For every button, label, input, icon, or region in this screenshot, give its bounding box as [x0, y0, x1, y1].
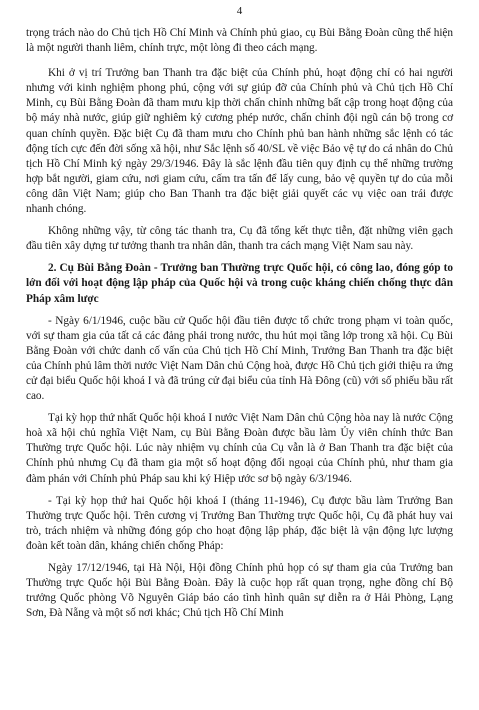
paragraph-election: - Ngày 6/1/1946, cuộc bầu cử Quốc hội đầu tiên được tổ chức trong phạm vi toàn quốc, với sự tham gia của tất cả các đảng phái trong nước, thu hút mọi tầng lớp trong xã hội. Cụ Bùi Bằng Đoàn với chức danh cố vấn của Chủ tịch Hồ Chí Minh, Trưởng Ban Thanh tra đặc biệt của Chính phủ lâm thời nước Việt Nam Dân chủ Cộng hoà, được Hồ Chủ tịch giới thiệu ra ứng cử đại biểu Quốc hội khoá I và đã trúng cử đại biểu của tỉnh Hà Đông (cũ) với số phiếu bầu rất cao. — [26, 314, 453, 403]
page-number: 4 — [236, 5, 243, 17]
paragraph-inspection-role: Khi ở vị trí Trưởng ban Thanh tra đặc biệt của Chính phủ, hoạt động chỉ có hai người nhưng với kinh nghiệm phong phú, cộng với sự giúp đỡ của Chính phủ và Chủ tịch Hồ Chí Minh, cụ Bùi Bằng Đoàn đã tham mưu kịp thời chấn chỉnh những bất cập trong hoạt động của bộ máy nhà nước, giúp giữ nghiêm kỷ cương phép nước, chấn chỉnh đội ngũ cán bộ trong cơ quan chính quyền. Đặc biệt Cụ đã tham mưu cho Chính phủ ban hành những sắc lệnh có tác động tích cực đến đời sống xã hội, như Sắc lệnh số 40/SL về việc Bảo vệ tự do cá nhân do Chủ tịch Hồ Chí Minh ký ngày 29/3/1946. Đây là sắc lệnh đầu tiên quy định cụ thể những trường hợp bắt người, giam cứu, nơi giam cứu, cấm tra tấn để lấy cung, bảo vệ quyền tự do của mỗi công dân Việt Nam; giúp cho Ban Thanh tra đặc biệt giải quyết các vụ việc oan trái được nhanh chóng. — [26, 67, 453, 216]
paragraph-first-session: Tại kỳ họp thứ nhất Quốc hội khoá I nước Việt Nam Dân chủ Cộng hòa nay là nước Cộng hoà xã hội chủ nghĩa Việt Nam, cụ Bùi Bằng Đoàn được bầu làm Ủy viên chính thức Ban Thường trực Quốc hội. Lúc này nhiệm vụ chính của Cụ vẫn là ở Ban Thanh tra đặc biệt của Chính phủ nhưng Cụ đã tham gia một số hoạt động đối ngoại của Chính phủ, như tham gia đàm phán với Chính phủ Pháp sau khi ký Hiệp ước sơ bộ ngày 6/3/1946. — [26, 412, 453, 485]
paragraph-second-session: - Tại kỳ họp thứ hai Quốc hội khoá I (tháng 11-1946), Cụ được bầu làm Trưởng Ban Thường trực Quốc hội. Trên cương vị Trưởng Ban Thường trực Quốc hội, Cụ đã phát huy vai trò, trách nhiệm và những đóng góp cho hoạt động lập pháp, đặc biệt là vận động lực lượng đoàn kết toàn dân, kháng chiến chống Pháp: — [26, 494, 453, 552]
paragraph-inspection-legacy: Không những vậy, từ công tác thanh tra, Cụ đã tổng kết thực tiễn, đặt những viên gạch đầu tiên xây dựng tư tưởng thanh tra nhân dân, thanh tra cách mạng Việt Nam sau này. — [26, 225, 453, 253]
section-heading: 2. Cụ Bùi Bằng Đoàn - Trưởng ban Thường trực Quốc hội, có công lao, đóng góp to lớn đối với hoạt động lập pháp của Quốc hội và trong cuộc kháng chiến chống thực dân Pháp xâm lược — [26, 262, 453, 305]
paragraph-continuation: trọng trách nào do Chủ tịch Hồ Chí Minh và Chính phủ giao, cụ Bùi Bằng Đoàn cũng thể hiện là một người thanh liêm, chính trực, một lòng đi theo cách mạng. — [26, 27, 453, 55]
paragraph-government-meeting: Ngày 17/12/1946, tại Hà Nội, Hội đồng Chính phủ họp có sự tham gia của Trưởng ban Thường trực Quốc hội Bùi Bằng Đoàn. Đây là cuộc họp rất quan trọng, nghe đồng chí Bộ trưởng Quốc phòng Võ Nguyên Giáp báo cáo tình hình quân sự diễn ra ở Hải Phòng, Lạng Sơn, Đà Nẵng và một số nơi khác; Chủ tịch Hồ Chí Minh — [26, 562, 453, 620]
